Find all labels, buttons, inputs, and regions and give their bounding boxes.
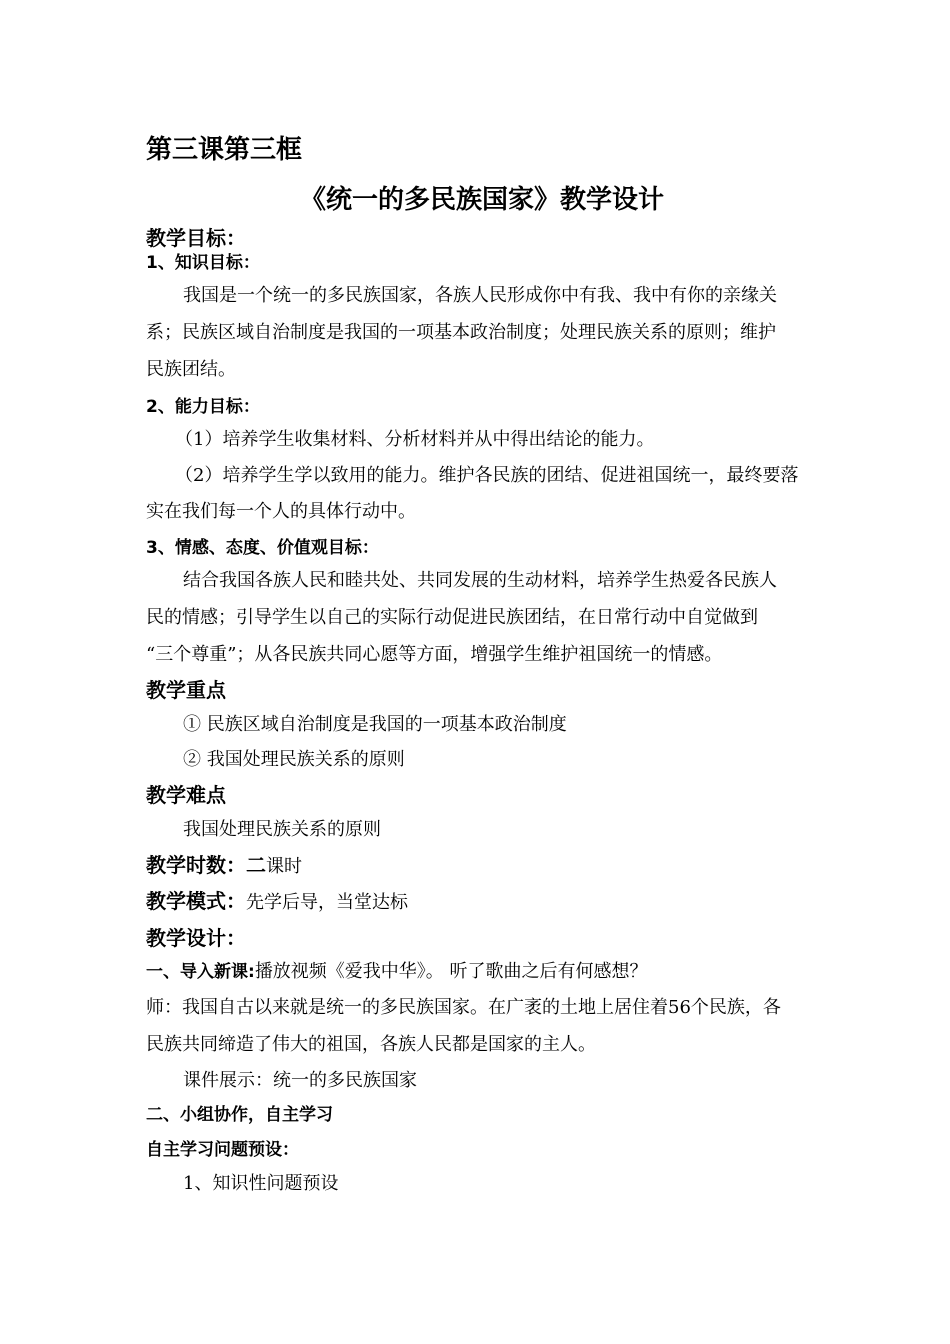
emotion-line-2: 民的情感；引导学生以自己的实际行动促进民族团结，在日常行动中自觉做到 (146, 607, 758, 628)
goals-heading: 教学目标： (146, 226, 246, 250)
intro-teacher-line-1: 师：我国自古以来就是统一的多民族国家。在广袤的土地上居住着56个民族，各 (146, 997, 781, 1018)
emotion-heading: 3、情感、态度、价值观目标： (146, 538, 379, 558)
self-study-item-1: 1、知识性问题预设 (183, 1173, 339, 1194)
ability-heading: 2、能力目标： (146, 397, 260, 417)
self-study-heading: 自主学习问题预设： (146, 1140, 299, 1160)
section-2-heading: 二、小组协作，自主学习 (146, 1105, 333, 1125)
ability-line-1: （1）培养学生收集材料、分析材料并从中得出结论的能力。 (175, 429, 655, 450)
key-points-heading: 教学重点 (146, 678, 226, 702)
lesson-heading: 第三课第三框 (146, 135, 303, 165)
teaching-hours (146, 852, 302, 879)
knowledge-heading: 1、知识目标： (146, 253, 260, 273)
teaching-hours-label: 教学时数： (146, 853, 246, 877)
ability-line-3: 实在我们每一个人的具体行动中。 (146, 501, 416, 522)
teaching-mode-label: 教学模式： (146, 889, 246, 913)
teaching-hours-unit: 课时 (266, 856, 302, 877)
emotion-line-3: “三个尊重”；从各民族共同心愿等方面，增强学生维护祖国统一的情感。 (146, 644, 723, 665)
teaching-mode-value: 先学后导，当堂达标 (246, 892, 408, 913)
intro-line (146, 960, 648, 984)
key-point-2: ② 我国处理民族关系的原则 (183, 749, 405, 770)
courseware-line: 课件展示：统一的多民族国家 (183, 1070, 417, 1091)
intro-label: 一、导入新课: (146, 962, 255, 982)
key-point-1: ① 民族区域自治制度是我国的一项基本政治制度 (183, 714, 567, 735)
intro-text: 播放视频《爱我中华》。 听了歌曲之后有何感想？ (254, 961, 648, 982)
emotion-line-1: 结合我国各族人民和睦共处、共同发展的生动材料，培养学生热爱各民族人 (183, 570, 777, 591)
knowledge-line-1: 我国是一个统一的多民族国家，各族人民形成你中有我、我中有你的亲缘关 (183, 285, 777, 306)
teaching-mode (146, 888, 408, 915)
difficulty-heading: 教学难点 (146, 783, 226, 807)
teaching-hours-number: 二 (246, 853, 266, 877)
knowledge-line-2: 系；民族区域自治制度是我国的一项基本政治制度；处理民族关系的原则；维护 (146, 322, 776, 343)
difficulty-text: 我国处理民族关系的原则 (183, 819, 381, 840)
design-heading: 教学设计： (146, 926, 246, 950)
knowledge-line-3: 民族团结。 (146, 359, 236, 380)
intro-teacher-line-2: 民族共同缔造了伟大的祖国，各族人民都是国家的主人。 (146, 1034, 596, 1055)
document-title: 《统一的多民族国家》教学设计 (300, 185, 665, 215)
ability-line-2: （2）培养学生学以致用的能力。维护各民族的团结、促进祖国统一，最终要落 (175, 465, 799, 486)
